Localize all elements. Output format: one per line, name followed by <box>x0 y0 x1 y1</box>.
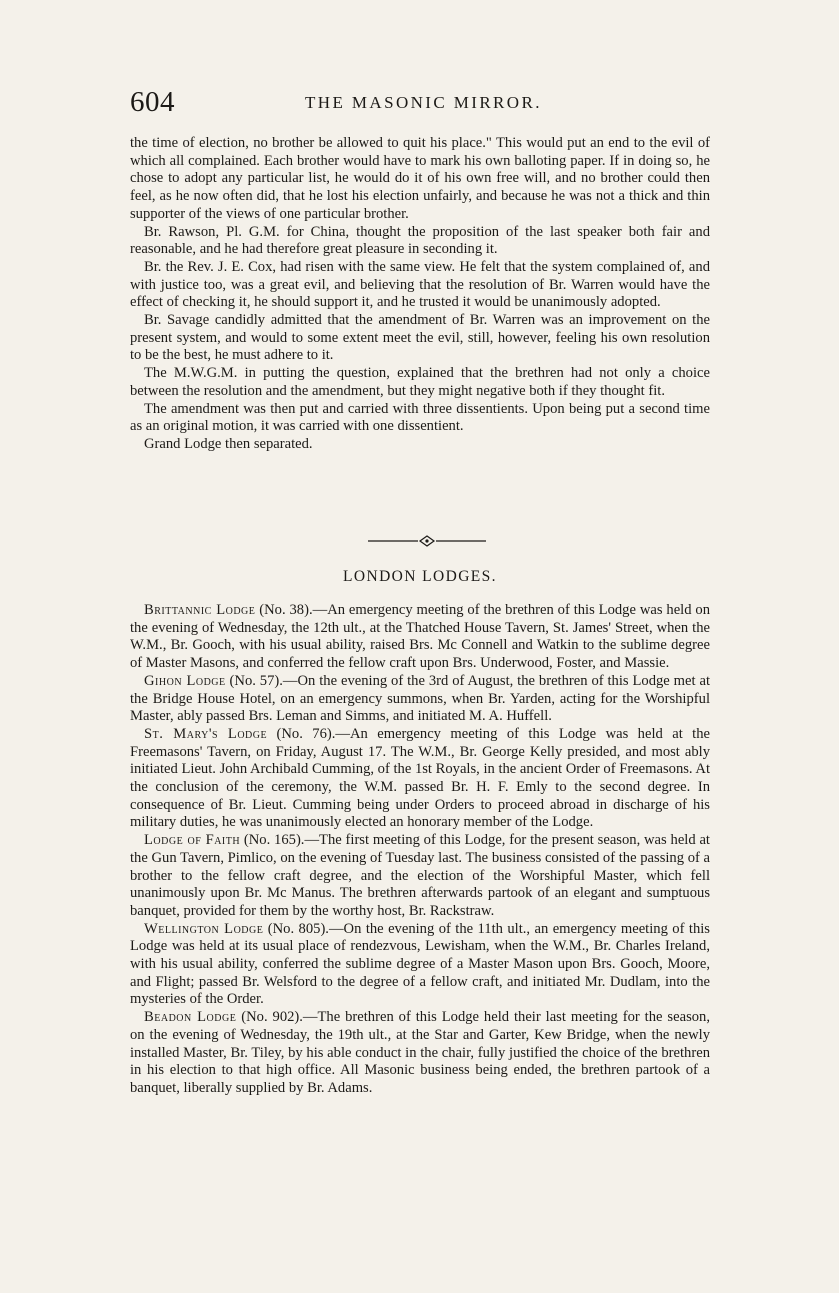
page-number: 604 <box>130 86 175 118</box>
lodge-name: St. Mary's Lodge <box>144 725 268 742</box>
lodge-name: Lodge of Faith <box>144 832 241 849</box>
lodge-report-text: (No. 57).—On the evening of the 3rd of August, the brethren of this Lodge met at the Bridge House Hotel, on an emergency summons, when Br. Yarden, acting for the Worshipful Master, ably passed Brs. Leman and Simms, and initiated M. A. Huffell. <box>130 672 710 725</box>
section-divider-ornament <box>368 535 486 547</box>
page-header <box>130 86 710 120</box>
section-heading: LONDON LODGES. <box>343 568 497 585</box>
paragraph: Br. the Rev. J. E. Cox, had risen with the same view. He felt that the system complained of, and with justice too, was a great evil, and believing that the resolution of Br. Warren would have the effect of checking it, he should support it, and he trusted it would be unanimously adopted. <box>130 258 710 311</box>
lodge-report-text: (No. 805).—On the evening of the 11th ult., an emergency meeting of this Lodge was held at its usual place of rendezvous, Lewisham, when the W.M., Br. Charles Ireland, with his usual ability, conferred the sublime degree of a Master Mason upon Brs. Gooch, Moore, and Flight; passed Br. Welsford to the degree of a fellow craft, and initiated Mr. Dudlam, into the mysteries of the Order. <box>130 920 710 1008</box>
paragraph: Br. Rawson, Pl. G.M. for China, thought the proposition of the last speaker both fair and reasonable, and he had therefore great pleasure in seconding it. <box>130 223 710 258</box>
paragraph: The amendment was then put and carried with three dissentients. Upon being put a second time as an original motion, it was carried with one dissentient. <box>130 400 710 435</box>
report-continuation <box>130 135 710 454</box>
lodge-report <box>130 832 710 921</box>
lodge-report-text: (No. 902).—The brethren of this Lodge held their last meeting for the season, on the evening of Wednesday, the 19th ult., at the Star and Garter, Kew Bridge, when the newly installed Master, Br. Tiley, by his able conduct in the chair, fully justified the choice of the brethren in his election to that high office. All Masonic business being ended, the brethren partook of a banquet, liberally supplied by Br. Adams. <box>130 1009 710 1096</box>
lodge-reports <box>130 602 710 1098</box>
paragraph: Br. Savage candidly admitted that the amendment of Br. Warren was an improvement on the present system, and would to some extent meet the evil, still, however, feeling his own resolution to be the best, he must adhere to it. <box>130 312 710 364</box>
lodge-report <box>130 673 710 726</box>
paragraph: The M.W.G.M. in putting the question, explained that the brethren had not only a choice between the resolution and the amendment, but they might negative both if they thought fit. <box>130 365 710 399</box>
paragraph: the time of election, no brother be allowed to quit his place." This would put an end to the evil of which all complained. Each brother would have to mark his own balloting paper. If in doing so, he chose to adopt any particular list, he would do it of his own free will, and no brother could then feel, as he now often did, that he lost his election unfairly, and because he was not a thick and thin supporter of the views of one particular brother. <box>130 135 710 222</box>
closing-line: Grand Lodge then separated. <box>144 435 313 452</box>
lodge-name: Wellington Lodge <box>144 920 264 937</box>
lodge-report <box>130 726 710 832</box>
lodge-name: Brittannic Lodge <box>144 602 256 618</box>
lodge-report-text: (No. 165).—The first meeting of this Lodge, for the present season, was held at the Gun Tavern, Pimlico, on the evening of Tuesday last. The business consisted of the passing of a brother to the fellow craft degree, and the election of the Worshipful Master, which fell unanimously upon Br. Mc Manus. The brethren afterwards partook of an elegant and sumptuous banquet, provided for them by the worthy host, Br. Rackstraw. <box>130 832 710 919</box>
lodge-report-text: (No. 76).—An emergency meeting of this Lodge was held at the Freemasons' Tavern, on Friday, August 17. The W.M., Br. George Kelly presided, and most ably initiated Lieut. John Archibald Cumming, of the 1st Royals, in the ancient Order of Freemasons. At the conclusion of the ceremony, the W.M. passed Br. H. F. Emly to the second degree. In consequence of Br. Lieut. Cumming being under Orders to proceed abroad in discharge of his military duties, he was unanimously elected an honorary member of the Lodge. <box>130 725 711 831</box>
lodge-report <box>130 602 710 673</box>
lodge-report <box>130 921 710 1010</box>
lodge-name: Gihon Lodge <box>144 672 226 689</box>
lodge-report <box>130 1009 710 1098</box>
lodge-name: Beadon Lodge <box>144 1009 237 1026</box>
lodge-report-text: (No. 38).—An emergency meeting of the brethren of this Lodge was held on the evening of Wednesday, the 12th ult., at the Thatched House Tavern, St. James' Street, when the W.M., Br. Gooch, with his usual ability, raised Brs. Mc Connell and Watkin to the sublime degree of Master Masons, and conferred the fellow craft upon Brs. Underwood, Foster, and Massie. <box>130 602 711 672</box>
running-title: THE MASONIC MIRROR. <box>305 93 542 112</box>
